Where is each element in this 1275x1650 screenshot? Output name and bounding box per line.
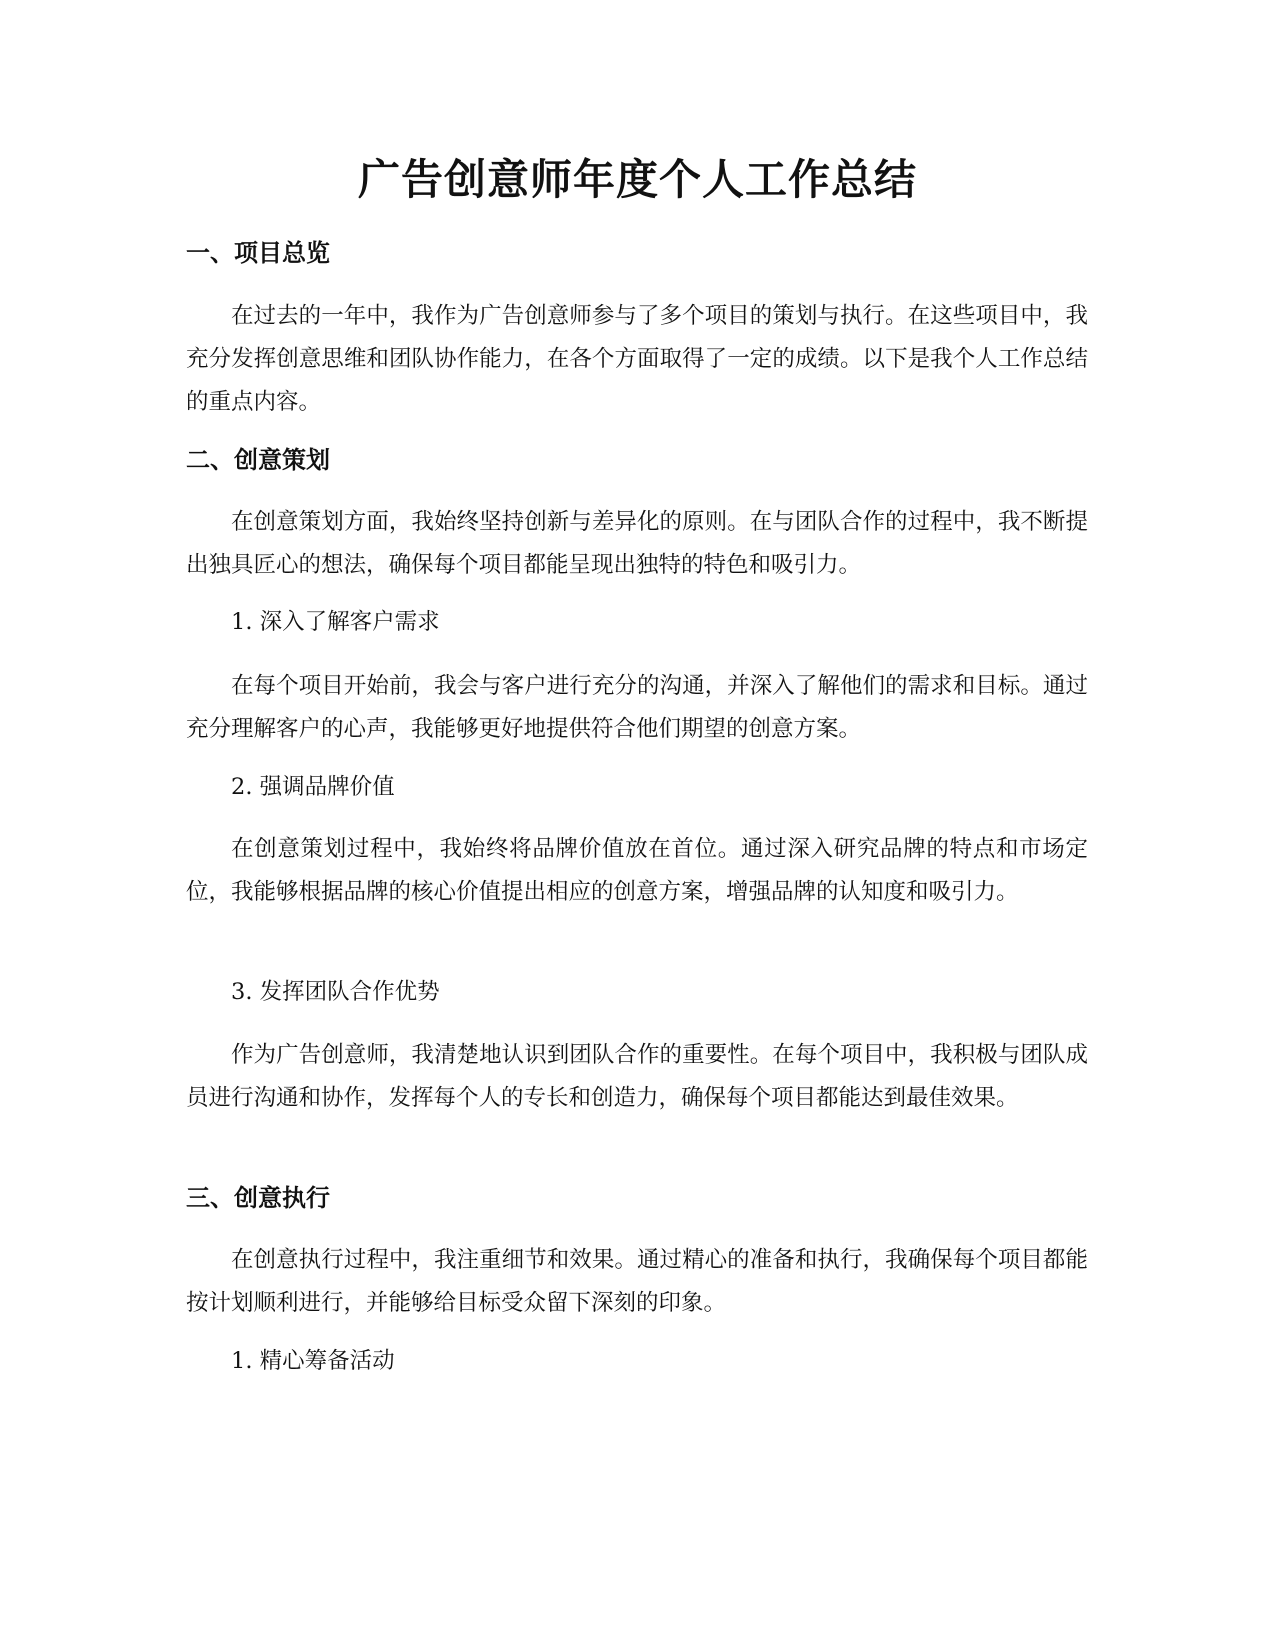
document-title: 广告创意师年度个人工作总结: [357, 155, 917, 204]
section-heading-execution: 三、创意执行: [186, 1184, 330, 1212]
list-item-label: 1. 精心筹备活动: [231, 1348, 395, 1374]
list-item-label: 2. 强调品牌价值: [231, 774, 395, 800]
list-item-paragraph: 作为广告创意师，我清楚地认识到团队合作的重要性。在每个项目中，我积极与团队成员进行沟通和协作，发挥每个人的专长和创造力，确保每个项目都能达到最佳效果。: [186, 1042, 1088, 1111]
planning-paragraph: 在创意策划方面，我始终坚持创新与差异化的原则。在与团队合作的过程中，我不断提出独具匠心的想法，确保每个项目都能呈现出独特的特色和吸引力。: [186, 509, 1088, 578]
section-heading-planning: 二、创意策划: [186, 446, 330, 474]
execution-paragraph: 在创意执行过程中，我注重细节和效果。通过精心的准备和执行，我确保每个项目都能按计划顺利进行，并能够给目标受众留下深刻的印象。: [186, 1247, 1088, 1316]
list-item-label: 3. 发挥团队合作优势: [231, 979, 440, 1005]
overview-paragraph: 在过去的一年中，我作为广告创意师参与了多个项目的策划与执行。在这些项目中，我充分发挥创意思维和团队协作能力，在各个方面取得了一定的成绩。以下是我个人工作总结的重点内容。: [186, 303, 1088, 415]
section-heading-overview: 一、项目总览: [186, 239, 330, 267]
list-item-paragraph: 在每个项目开始前，我会与客户进行充分的沟通，并深入了解他们的需求和目标。通过充分理解客户的心声，我能够更好地提供符合他们期望的创意方案。: [186, 673, 1088, 742]
list-item-paragraph: 在创意策划过程中，我始终将品牌价值放在首位。通过深入研究品牌的特点和市场定位，我能够根据品牌的核心价值提出相应的创意方案，增强品牌的认知度和吸引力。: [186, 836, 1088, 905]
list-item-label: 1. 深入了解客户需求: [231, 609, 440, 635]
